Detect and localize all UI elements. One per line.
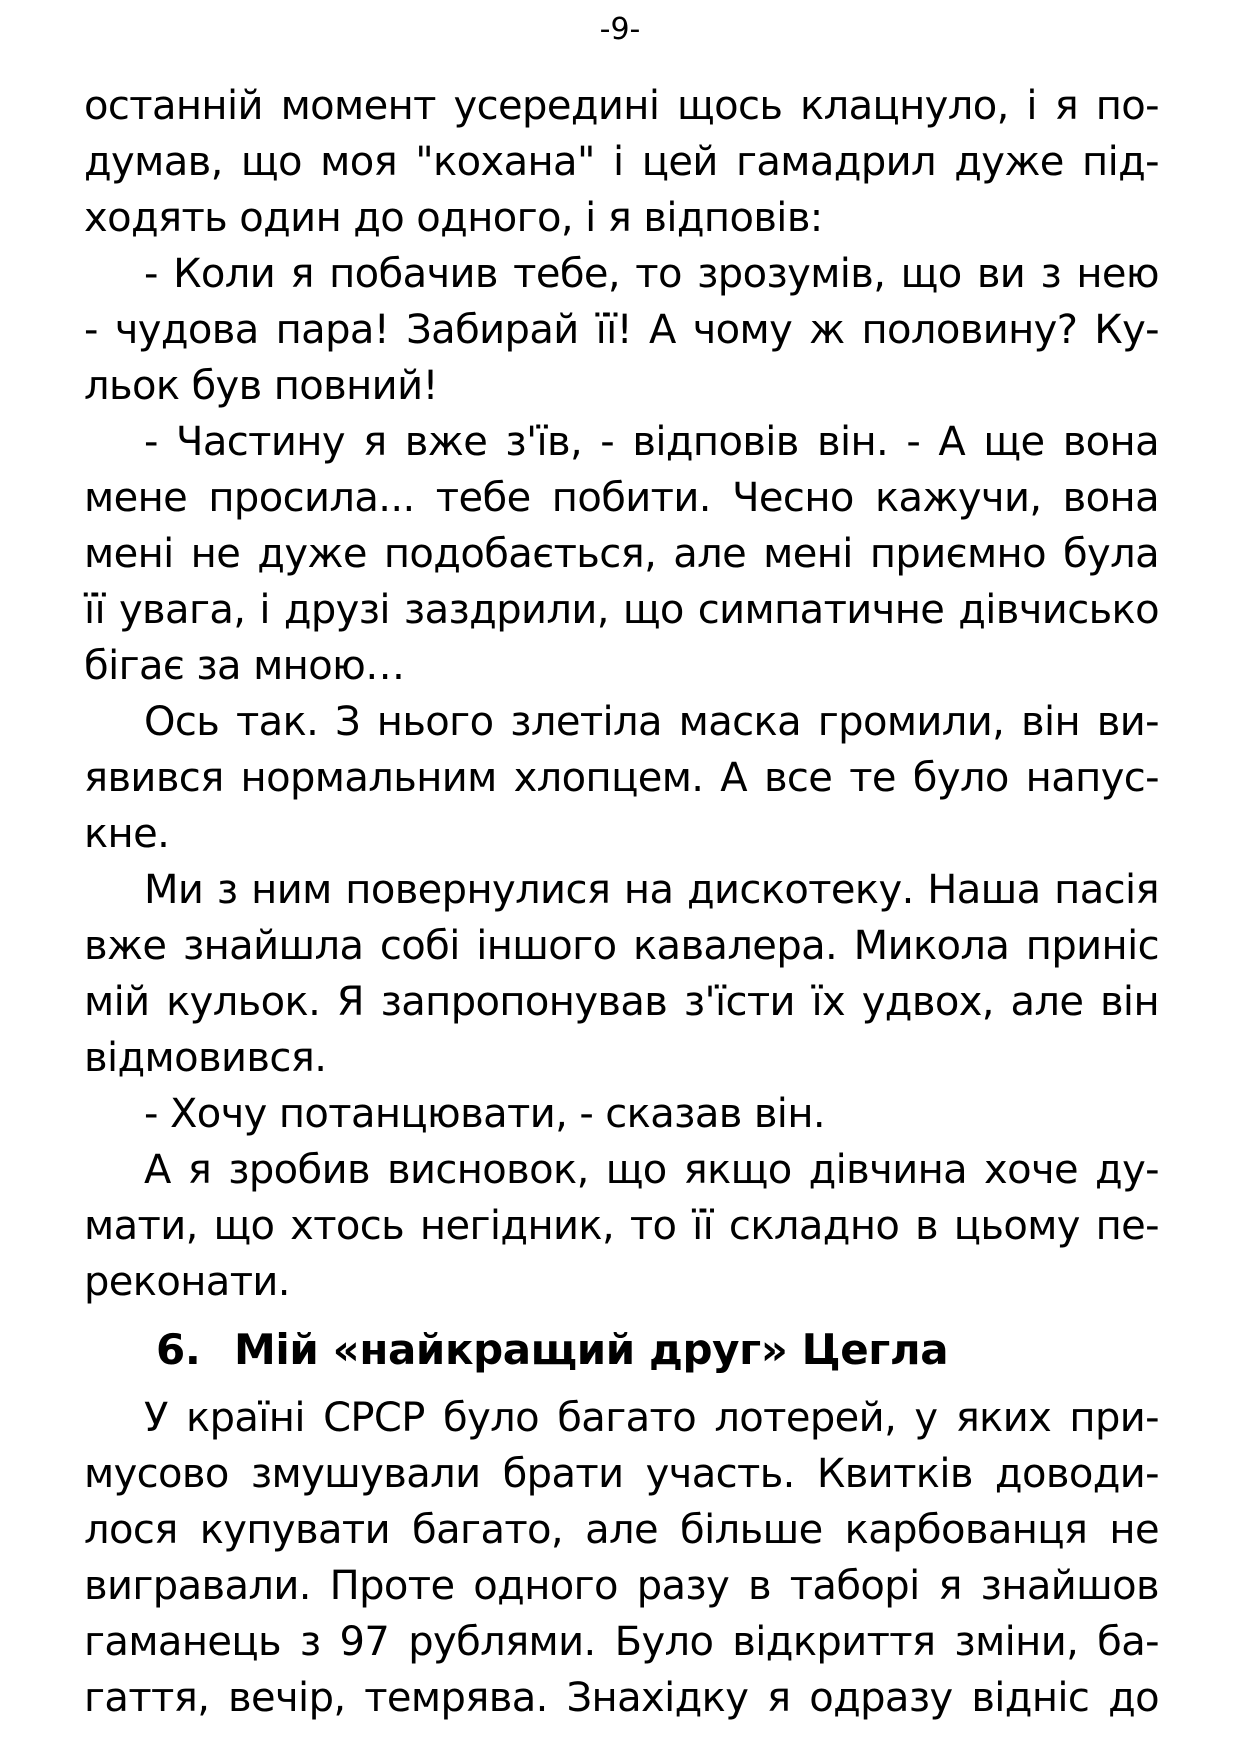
text-line: - Частину я вже з'їв, - відповів він. - А ще вона [144,419,1159,465]
text-line: останній момент усередині щось клацнуло, і я по- [84,83,1159,129]
text-line: реконати. [84,1259,290,1305]
text-line: Ми з ним повернулися на дискотеку. Наша пасія [144,867,1159,913]
chapter-number: 6. [156,1325,201,1374]
text-line: явився нормальним хлопцем. А все те було напус- [84,755,1159,801]
text-line: Ось так. З нього злетіла маска громили, він ви- [144,699,1159,745]
text-line: - Коли я побачив тебе, то зрозумів, що ви з нею [144,251,1159,297]
chapter-title: Мій «найкращий друг» Цегла [234,1325,949,1374]
text-line: думав, що моя "кохана" і цей гамадрил дуже під- [84,139,1159,185]
text-line: гаття, вечір, темрява. Знахідку я одразу відніс до [84,1675,1159,1721]
text-line: вигравали. Проте одного разу в таборі я знайшов [84,1563,1159,1609]
text-body [84,78,1159,1726]
text-line: мій кульок. Я запропонував з'їсти їх удвох, але він [84,979,1159,1025]
text-line: мусово змушували брати участь. Квитків доводи- [84,1451,1159,1497]
story-continuation [84,78,1159,1310]
text-line: вже знайшла собі іншого кавалера. Микола приніс [84,923,1159,969]
text-line: А я зробив висновок, що якщо дівчина хоче ду- [144,1147,1159,1193]
text-line: мені не дуже подобається, але мені приємно була [84,531,1159,577]
chapter-heading [84,1322,1159,1378]
text-line: бігає за мною… [84,643,405,689]
text-line: гаманець з 97 рублями. Було відкриття зміни, ба- [84,1619,1159,1665]
text-line: її увага, і друзі заздрили, що симпатичне дівчисько [84,587,1159,633]
text-line: відмовився. [84,1035,327,1081]
text-line: ходять один до одного, і я відповів: [84,195,823,241]
text-line: мене просила... тебе побити. Чесно кажучи, вона [84,475,1159,521]
text-line: льок був повний! [84,363,438,409]
chapter-body [84,1390,1159,1726]
text-line: - чудова пара! Забирай її! А чому ж половину? Ку- [84,307,1159,353]
text-line: У країні СРСР було багато лотерей, у яких при- [144,1395,1159,1441]
text-line: - Хочу потанцювати, - сказав він. [144,1091,825,1137]
page-number: -9- [599,12,641,47]
text-line: лося купувати багато, але більше карбованця не [84,1507,1159,1553]
text-line: мати, що хтось негідник, то її складно в цьому пе- [84,1203,1159,1249]
text-line: кне. [84,811,170,857]
